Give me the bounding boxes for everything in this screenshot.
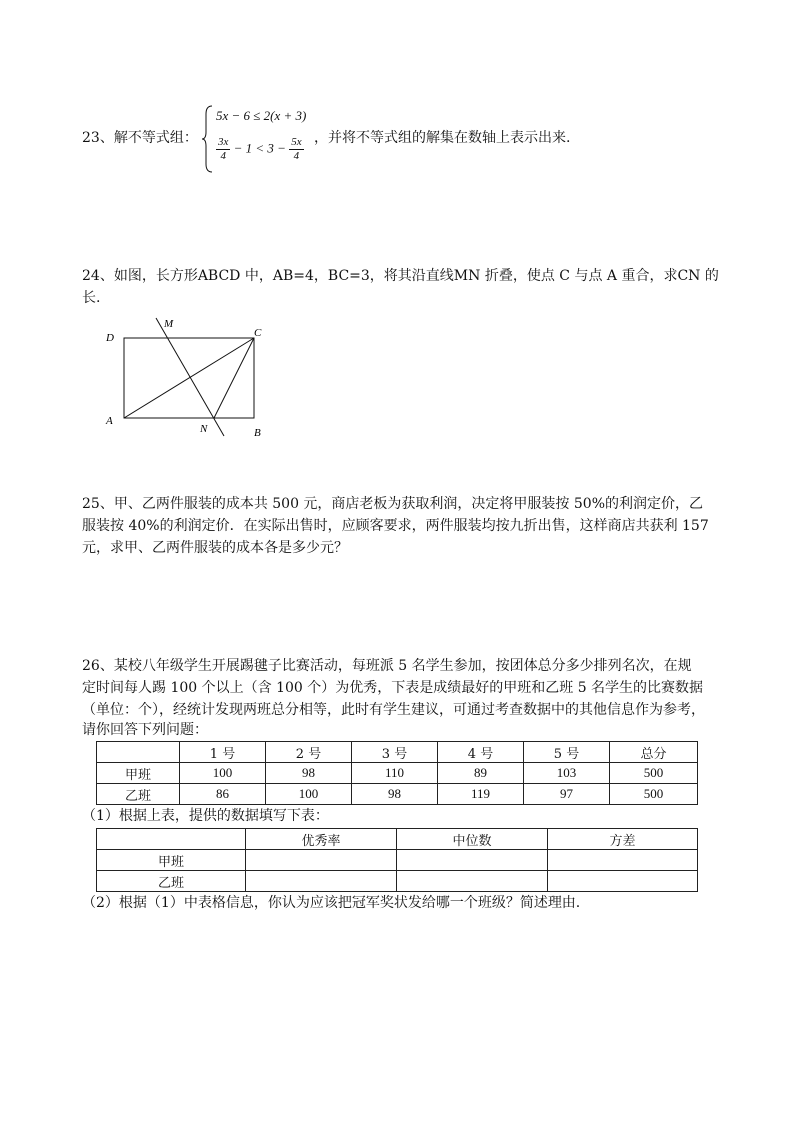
p23-label: 23、解不等式组： <box>82 130 198 146</box>
table-row: 甲班 100 98 110 89 103 500 <box>97 763 698 784</box>
label-a: A <box>106 415 113 427</box>
p26-question-1: （1）根据上表，提供的数据填写下表： <box>82 808 329 824</box>
p23-instruction: ，并将不等式组的解集在数轴上表示出来. <box>314 130 571 146</box>
stats-table <box>96 828 698 892</box>
brace-icon <box>202 104 214 174</box>
answer-cell[interactable] <box>397 850 548 871</box>
p23-equation-1: 5x − 6 ≤ 2(x + 3) <box>216 108 307 123</box>
label-n: N <box>200 423 208 435</box>
label-m: M <box>164 318 174 330</box>
answer-cell[interactable] <box>246 850 397 871</box>
p23-equation-2: $\frac{3x}{4}$ − 1 < 3 − $\frac{5x}{4}$ <box>218 136 302 162</box>
table-header-row: 1 号 2 号 3 号 4 号 5 号 总分 <box>97 742 698 763</box>
table-row: 甲班 <box>97 850 698 871</box>
table-row: 乙班 <box>97 871 698 892</box>
p25-line-2: 服装按 40%的利润定价．在实际出售时，应顾客要求，两件服装均按九折出售，这样商店共获利 157 <box>82 518 709 534</box>
p25-line-3: 元，求甲、乙两件服装的成本各是多少元？ <box>82 540 348 556</box>
answer-cell[interactable] <box>548 850 698 871</box>
label-b: B <box>254 427 261 439</box>
p26-line-3: （单位：个），经统计发现两班总分相等，此时有学生建议，可通过考查数据中的其他信息作为参考， <box>82 702 705 718</box>
table-header-row: 优秀率 中位数 方差 <box>97 829 698 850</box>
p23-inequality-system <box>202 104 312 174</box>
p26-line-1: 26、某校八年级学生开展踢毽子比赛活动，每班派 5 名学生参加，按团体总分多少排列名次，在规 <box>82 658 692 674</box>
label-d: D <box>106 332 114 344</box>
p26-line-2: 定时间每人踢 100 个以上（含 100 个）为优秀，下表是成绩最好的甲班和乙班 5 名学生的比赛数据 <box>82 680 704 696</box>
table-row: 乙班 86 100 98 119 97 500 <box>97 784 698 805</box>
p26-question-2: （2）根据（1）中表格信息，你认为应该把冠军奖状发给哪一个班级？简述理由. <box>82 895 581 911</box>
rectangle-figure <box>96 310 296 445</box>
p24-line-1: 24、如图，长方形ABCD 中，AB=4，BC=3，将其沿直线MN 折叠，使点 C 与点 A 重合，求CN 的 <box>82 268 719 284</box>
answer-cell[interactable] <box>548 871 698 892</box>
answer-cell[interactable] <box>246 871 397 892</box>
p24-line-2: 长. <box>82 290 101 306</box>
score-table <box>96 741 698 805</box>
label-c: C <box>254 327 262 339</box>
p25-line-1: 25、甲、乙两件服装的成本共 500 元，商店老板为获取利润，决定将甲服装按 50%的利润定价，乙 <box>82 496 704 512</box>
answer-cell[interactable] <box>397 871 548 892</box>
p26-line-4: 请你回答下列问题： <box>82 722 208 738</box>
